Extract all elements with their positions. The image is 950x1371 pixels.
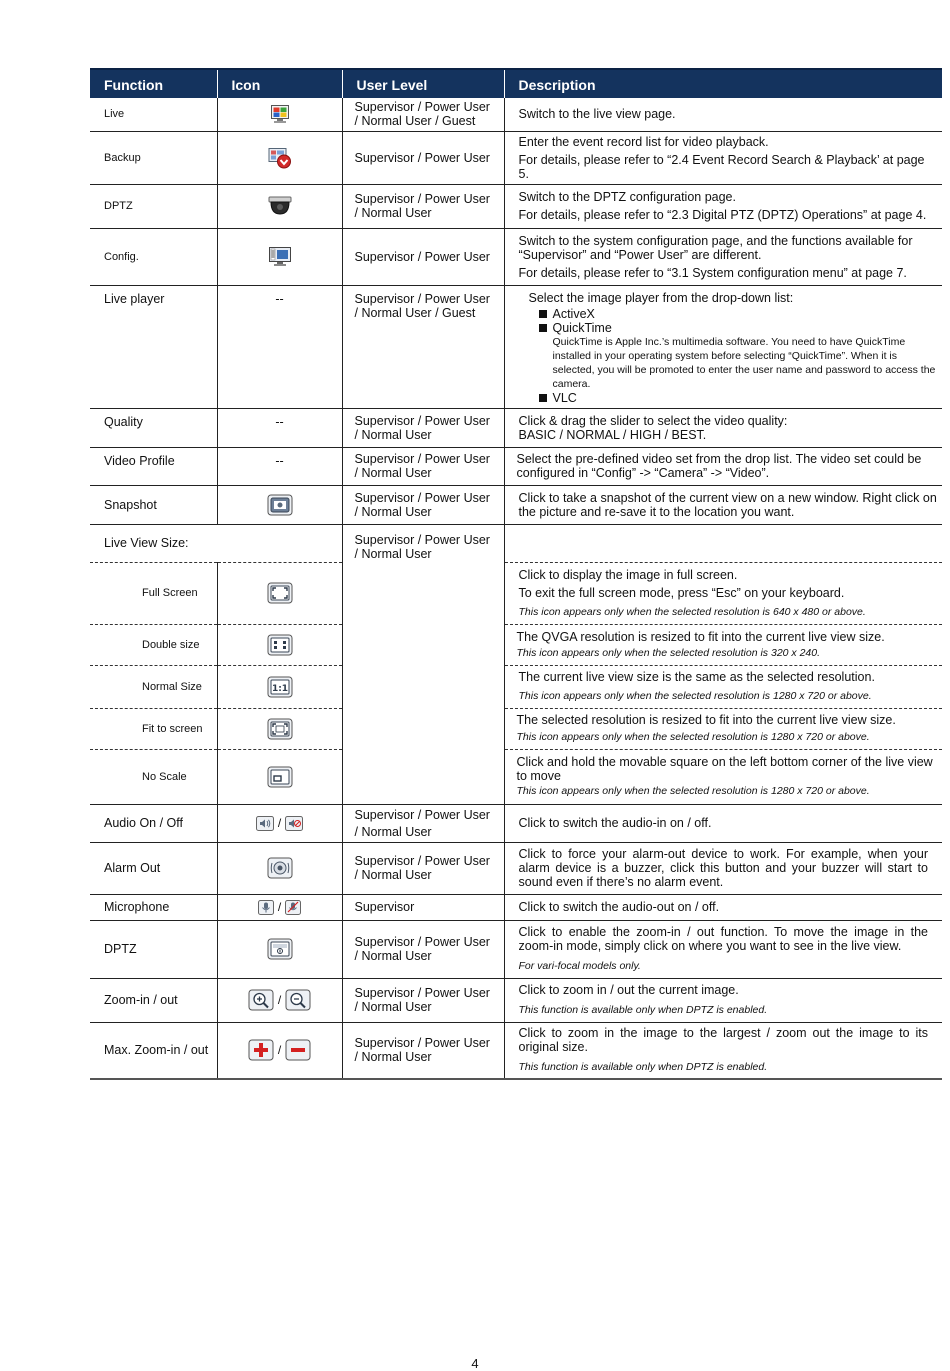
header-function: Function — [90, 69, 217, 98]
function-name: Fit to screen — [90, 708, 217, 749]
icon-cell — [217, 804, 342, 842]
function-name: Live View Size: — [90, 524, 342, 562]
description — [504, 920, 942, 978]
config-monitor-icon[interactable] — [268, 246, 292, 268]
description-text: Click to display the image in full screen. — [518, 567, 738, 582]
table-row — [90, 98, 942, 131]
user-level: Supervisor / Power User / Normal User — [342, 920, 504, 978]
description-text: Select the pre-defined video set from the drop list. The video set could be configured in “Config” -> “Camera” -> “Video”. — [516, 452, 922, 480]
table-row — [90, 447, 942, 485]
no-scale-icon[interactable] — [267, 766, 293, 788]
description — [504, 98, 942, 131]
list-item: ActiveX — [539, 307, 939, 321]
description-text: Click to force your alarm-out device to work. For example, when your alarm device is a buzzer, click this button and your buzzer will start to sound even if there’s no alarm event. — [518, 847, 928, 889]
function-name: Live player — [90, 285, 217, 408]
quicktime-note: QuickTime is Apple Inc.’s multimedia software. You need to have QuickTime installed in your operating system before selecting “QuickTime”. When it is selected, you will be promoted to enter the user name and password to access the camera. — [552, 335, 936, 390]
description-text: For details, please refer to “3.1 System configuration menu” at page 7. — [518, 265, 907, 280]
description-text: Click to switch the audio-in on / off. — [518, 816, 712, 830]
user-level: Supervisor / Power User / Normal User — [342, 485, 504, 524]
icon-label: 1:1 — [271, 683, 288, 694]
audio-off-icon[interactable] — [285, 816, 303, 831]
dptz-icon[interactable] — [267, 938, 293, 960]
microphone-off-icon[interactable] — [285, 900, 301, 915]
dome-camera-icon[interactable] — [268, 195, 292, 217]
user-level: Supervisor / Power User / Normal User / Guest — [342, 285, 504, 408]
description — [504, 978, 942, 1022]
table-row — [90, 708, 942, 749]
function-name: Snapshot — [90, 485, 217, 524]
table-row — [90, 228, 942, 285]
user-level: Supervisor / Power User / Normal User — [342, 447, 504, 485]
function-name: Microphone — [90, 894, 217, 920]
icon-cell — [217, 894, 342, 920]
description-text: Switch to the live view page. — [518, 107, 676, 122]
icon-cell — [217, 184, 342, 228]
icon-placeholder: -- — [217, 285, 342, 408]
max-zoom-out-icon[interactable] — [285, 1039, 311, 1061]
table-row — [90, 978, 942, 1022]
description-note: This icon appears only when the selected resolution is 1280 x 720 or above. — [516, 731, 870, 743]
double-size-icon[interactable] — [267, 634, 293, 656]
full-screen-icon[interactable] — [267, 582, 293, 604]
description-text: To exit the full screen mode, press “Esc” on your keyboard. — [518, 585, 845, 600]
icon-separator: / — [277, 816, 282, 831]
snapshot-icon[interactable] — [267, 494, 293, 516]
icon-separator: / — [277, 1043, 282, 1058]
table-row — [90, 285, 942, 408]
user-level: Supervisor / Power User / Normal User / Guest — [342, 98, 504, 131]
user-level: Supervisor / Power User / Normal User — [342, 842, 504, 894]
description — [504, 447, 942, 485]
description — [504, 524, 942, 562]
description-note: This function is available only when DPTZ is enabled. — [518, 1004, 768, 1016]
table-row — [90, 894, 942, 920]
icon-cell — [217, 131, 342, 184]
table-row — [90, 920, 942, 978]
table-row — [90, 842, 942, 894]
description-text: For details, please refer to “2.3 Digital PTZ (DPTZ) Operations” at page 4. — [518, 208, 927, 222]
icon-separator: / — [277, 900, 282, 915]
function-name: No Scale — [90, 749, 217, 804]
live-view-icon[interactable] — [270, 104, 290, 124]
function-name: DPTZ — [90, 920, 217, 978]
function-name: DPTZ — [90, 184, 217, 228]
audio-on-icon[interactable] — [256, 816, 274, 831]
function-name: Audio On / Off — [90, 804, 217, 842]
user-level-line: / Normal User — [354, 824, 432, 839]
description-note: For vari-focal models only. — [518, 960, 641, 972]
user-level — [342, 804, 504, 842]
table-row — [90, 485, 942, 524]
user-level: Supervisor / Power User — [342, 131, 504, 184]
description-text: For details, please refer to “2.4 Event Record Search & Playback’ at page 5. — [518, 152, 925, 181]
function-name: Double size — [90, 624, 217, 665]
list-item: QuickTime — [539, 321, 939, 335]
icon-cell — [217, 228, 342, 285]
table-row — [90, 624, 942, 665]
icon-placeholder: -- — [217, 447, 342, 485]
alarm-out-icon[interactable] — [267, 857, 293, 879]
description — [504, 894, 942, 920]
table-row — [90, 665, 942, 708]
icon-cell — [217, 562, 342, 624]
icon-cell — [217, 749, 342, 804]
header-description: Description — [504, 69, 942, 98]
table-row — [90, 408, 942, 447]
microphone-on-icon[interactable] — [258, 900, 274, 915]
description-text: The selected resolution is resized to fit into the current live view size. — [516, 713, 896, 727]
description-text: BASIC / NORMAL / HIGH / BEST. — [518, 427, 707, 442]
icon-separator: / — [277, 993, 282, 1007]
description — [504, 842, 942, 894]
description — [504, 485, 942, 524]
user-level: Supervisor / Power User — [342, 228, 504, 285]
description — [504, 131, 942, 184]
player-option-list — [529, 391, 939, 405]
table-header-row — [90, 69, 942, 98]
icon-cell — [217, 624, 342, 665]
backup-icon[interactable] — [268, 147, 292, 169]
description — [504, 708, 942, 749]
fit-to-screen-icon[interactable] — [267, 718, 293, 740]
description — [504, 749, 942, 804]
function-table — [90, 68, 942, 1080]
user-level: Supervisor / Power User / Normal User — [342, 1022, 504, 1079]
table-row — [90, 749, 942, 804]
player-option-list — [529, 307, 939, 335]
function-name: Zoom-in / out — [90, 978, 217, 1022]
function-name: Config. — [90, 228, 217, 285]
icon-cell — [217, 842, 342, 894]
icon-cell — [217, 708, 342, 749]
description-text: Enter the event record list for video playback. — [518, 134, 769, 149]
function-name: Quality — [90, 408, 217, 447]
icon-cell — [217, 665, 342, 708]
description — [504, 624, 942, 665]
zoom-out-icon[interactable] — [285, 989, 311, 1011]
description-text: Click & drag the slider to select the video quality: — [518, 413, 788, 428]
zoom-in-icon[interactable] — [248, 989, 274, 1011]
header-user-level: User Level — [342, 69, 504, 98]
user-level: Supervisor / Power User / Normal User — [342, 184, 504, 228]
icon-cell — [217, 978, 342, 1022]
icon-cell — [217, 920, 342, 978]
function-name: Max. Zoom-in / out — [90, 1022, 217, 1079]
icon-cell — [217, 98, 342, 131]
table-row — [90, 804, 942, 842]
description — [504, 228, 942, 285]
description-text: Click to take a snapshot of the current view on a new window. Right click on the picture and re-save it to the location you want. — [518, 490, 937, 519]
table-row — [90, 1022, 942, 1079]
description — [504, 665, 942, 708]
description-text: Select the image player from the drop-down list: — [528, 290, 794, 305]
user-level-line: Supervisor / Power User — [354, 807, 490, 822]
function-name: Normal Size — [90, 665, 217, 708]
table-row — [90, 524, 942, 562]
description — [504, 562, 942, 624]
description-text: Click and hold the movable square on the left bottom corner of the live view to move — [516, 755, 933, 783]
icon-cell — [217, 485, 342, 524]
description-text: Click to enable the zoom-in / out function. To move the image in the zoom-in mode, simply click on where you want to see in the live view. — [518, 925, 928, 953]
description — [504, 804, 942, 842]
user-level: Supervisor / Power User / Normal User — [342, 524, 504, 804]
function-name: Alarm Out — [90, 842, 217, 894]
table-row — [90, 562, 942, 624]
max-zoom-in-icon[interactable] — [248, 1039, 274, 1061]
description — [504, 408, 942, 447]
description-note: This icon appears only when the selected resolution is 320 x 240. — [516, 646, 821, 659]
icon-placeholder: -- — [217, 408, 342, 447]
description-text: Switch to the DPTZ configuration page. — [518, 190, 736, 204]
description-text: The current live view size is the same as the selected resolution. — [518, 670, 875, 684]
function-name: Live — [90, 98, 217, 131]
description-note: This icon appears only when the selected resolution is 640 x 480 or above. — [518, 605, 866, 618]
user-level: Supervisor / Power User / Normal User — [342, 978, 504, 1022]
description-note: This icon appears only when the selected resolution is 1280 x 720 or above. — [518, 690, 872, 702]
description-text: Click to switch the audio-out on / off. — [518, 900, 720, 914]
description-text: Click to zoom in / out the current image. — [518, 983, 739, 997]
description-note: This icon appears only when the selected resolution is 1280 x 720 or above. — [516, 785, 870, 797]
function-name: Backup — [90, 131, 217, 184]
header-icon: Icon — [217, 69, 342, 98]
table-row — [90, 184, 942, 228]
function-name: Full Screen — [90, 562, 217, 624]
description — [504, 1022, 942, 1079]
user-level: Supervisor / Power User / Normal User — [342, 408, 504, 447]
normal-size-icon[interactable] — [267, 676, 293, 698]
function-name: Video Profile — [90, 447, 217, 485]
description-text: Click to zoom in the image to the largest / zoom out the image to its original size. — [518, 1026, 928, 1055]
list-item: VLC — [539, 391, 939, 405]
page-number: 4 — [471, 1356, 479, 1371]
icon-cell — [217, 1022, 342, 1079]
description — [504, 285, 942, 408]
user-level: Supervisor — [342, 894, 504, 920]
description-text: Switch to the system configuration page, and the functions available for “Supervisor” and “Power User” are different. — [518, 233, 913, 262]
description-note: This function is available only when DPTZ is enabled. — [518, 1061, 768, 1074]
description-text: The QVGA resolution is resized to fit into the current live view size. — [516, 629, 885, 644]
description — [504, 184, 942, 228]
table-row — [90, 131, 942, 184]
